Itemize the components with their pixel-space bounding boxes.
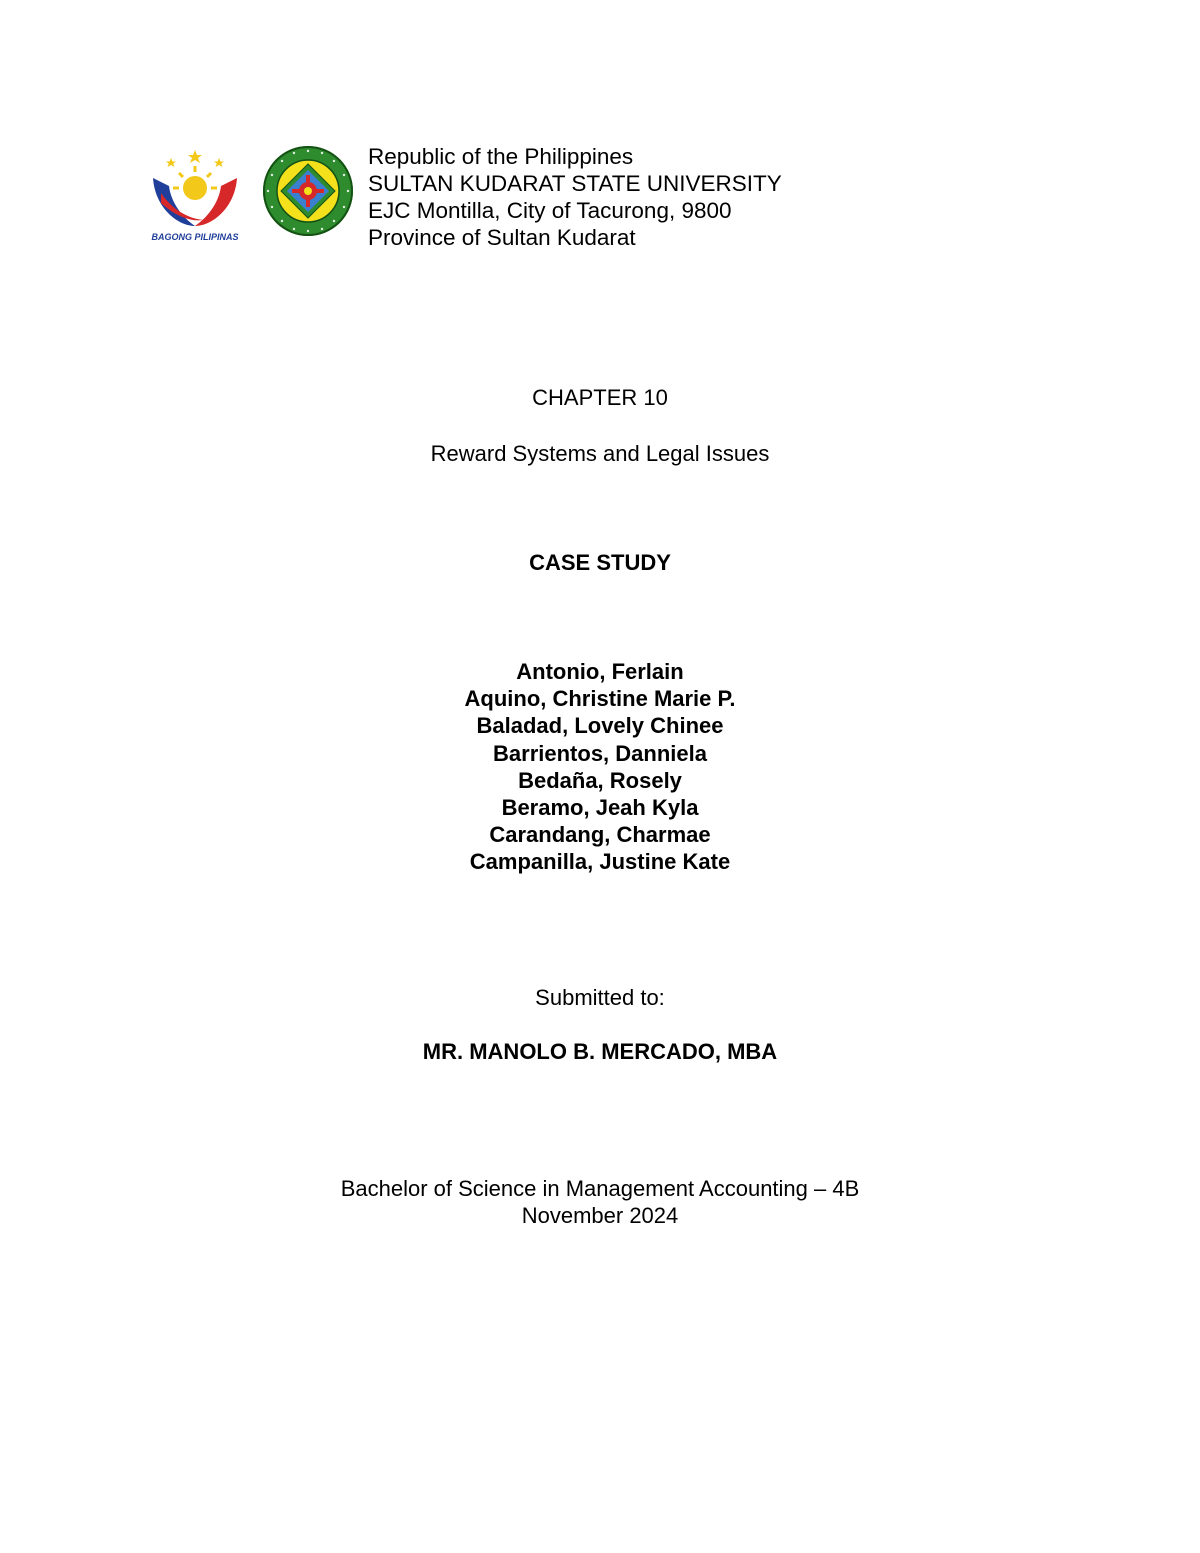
author-name: Barrientos, Danniela	[493, 740, 707, 766]
program-footer	[0, 1175, 1200, 1229]
author-name: Carandang, Charmae	[489, 822, 711, 848]
institution-header	[368, 143, 782, 251]
header-line-province: Province of Sultan Kudarat	[368, 225, 636, 250]
author-name: Baladad, Lovely Chinee	[476, 713, 724, 739]
chapter-subject: Reward Systems and Legal Issues	[430, 441, 770, 466]
submission-date: November 2024	[521, 1203, 679, 1228]
author-list	[0, 658, 1200, 876]
chapter-title: CHAPTER 10	[532, 385, 668, 410]
document-type: CASE STUDY	[529, 550, 671, 575]
program-name: Bachelor of Science in Management Accounting – 4B	[340, 1176, 860, 1201]
header-line-republic: Republic of the Philippines	[368, 144, 634, 169]
author-name: Beramo, Jeah Kyla	[501, 795, 699, 821]
submitted-to-label: Submitted to:	[535, 985, 665, 1010]
author-name: Antonio, Ferlain	[516, 659, 684, 684]
header-line-university: SULTAN KUDARAT STATE UNIVERSITY	[368, 171, 782, 196]
svg-text:BAGONG PILIPINAS: BAGONG PILIPINAS	[151, 232, 239, 242]
author-name: Bedaña, Rosely	[518, 767, 682, 793]
bagong-pilipinas-logo	[143, 148, 247, 244]
author-name: Aquino, Christine Marie P.	[464, 686, 736, 712]
author-name: Campanilla, Justine Kate	[469, 849, 731, 875]
adviser-name: MR. MANOLO B. MERCADO, MBA	[422, 1039, 778, 1064]
sksu-seal-logo	[262, 145, 354, 237]
header-line-address: EJC Montilla, City of Tacurong, 9800	[368, 198, 732, 223]
